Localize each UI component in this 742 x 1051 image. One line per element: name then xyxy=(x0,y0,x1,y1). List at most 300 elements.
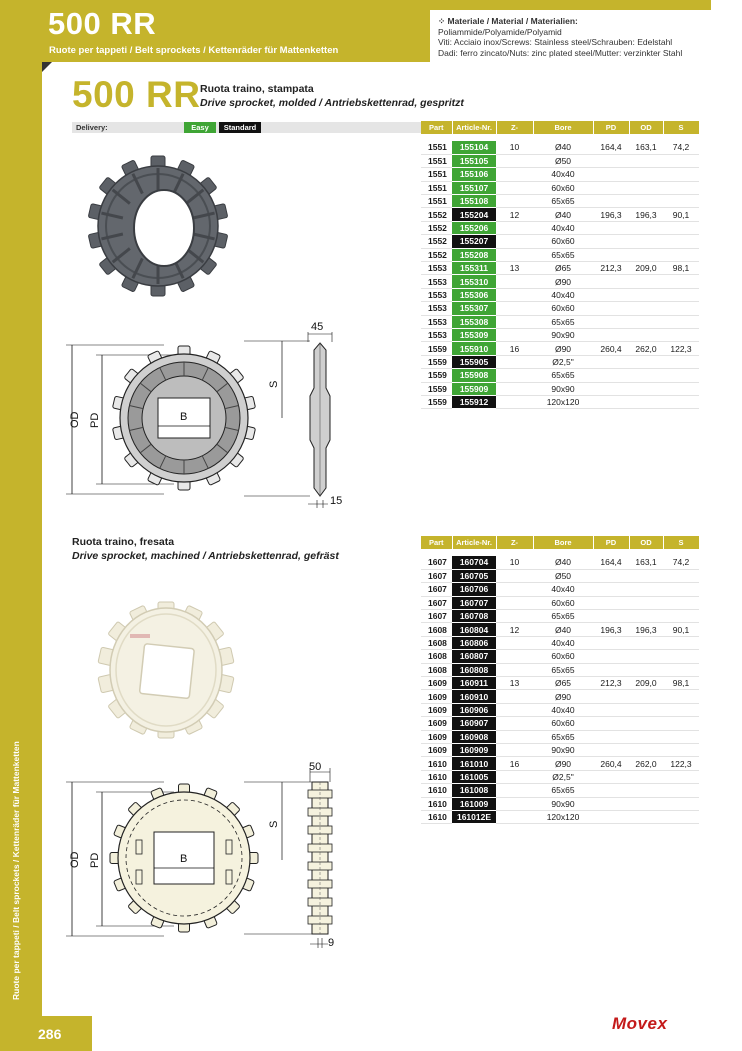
s-cell xyxy=(663,596,699,609)
od-cell xyxy=(629,784,663,797)
pd-label: PD xyxy=(89,852,101,868)
s-cell: 74,2 xyxy=(663,141,699,154)
bore-cell: 40x40 xyxy=(533,168,593,181)
article-cell: 155208 xyxy=(452,248,496,261)
table-row xyxy=(421,650,699,663)
s-cell: 90,1 xyxy=(663,208,699,221)
pd-cell xyxy=(593,328,629,341)
pd-cell: 212,3 xyxy=(593,677,629,690)
col-bore: Bore xyxy=(533,121,593,134)
s-cell xyxy=(663,195,699,208)
bore-cell: 40x40 xyxy=(533,288,593,301)
molded-sprocket-drawing xyxy=(64,318,354,513)
s-cell xyxy=(663,784,699,797)
article-cell: 155108 xyxy=(452,195,496,208)
od-cell xyxy=(629,690,663,703)
article-cell: 155309 xyxy=(452,328,496,341)
table-row xyxy=(421,302,699,315)
part-cell: 1610 xyxy=(421,797,452,810)
teeth-cell xyxy=(496,730,533,743)
bore-cell: 65x65 xyxy=(533,195,593,208)
article-cell: 160708 xyxy=(452,610,496,623)
pd-cell xyxy=(593,797,629,810)
bore-cell: 60x60 xyxy=(533,302,593,315)
part-cell: 1552 xyxy=(421,208,452,221)
od-cell xyxy=(629,569,663,582)
col-part: Part xyxy=(421,121,452,134)
od-cell: 163,1 xyxy=(629,141,663,154)
bore-cell: 65x65 xyxy=(533,784,593,797)
table-row xyxy=(421,288,699,301)
teeth-cell: 12 xyxy=(496,208,533,221)
od-cell xyxy=(629,328,663,341)
od-cell xyxy=(629,181,663,194)
bore-cell: Ø40 xyxy=(533,141,593,154)
od-cell xyxy=(629,369,663,382)
article-cell: 155311 xyxy=(452,262,496,275)
part-cell: 1553 xyxy=(421,328,452,341)
part-cell: 1609 xyxy=(421,690,452,703)
pd-cell xyxy=(593,248,629,261)
od-cell: 262,0 xyxy=(629,757,663,770)
part-cell: 1551 xyxy=(421,141,452,154)
teeth-cell: 13 xyxy=(496,677,533,690)
bore-cell: Ø40 xyxy=(533,623,593,636)
molecule-icon: ⁘ xyxy=(438,16,448,26)
part-cell: 1552 xyxy=(421,221,452,234)
bore-cell: Ø50 xyxy=(533,154,593,167)
col-z: Z- xyxy=(496,536,533,549)
table-row xyxy=(421,690,699,703)
col-article: Article-Nr. xyxy=(452,121,496,134)
article-cell: 155905 xyxy=(452,355,496,368)
standard-badge: Standard xyxy=(219,122,261,133)
table-row xyxy=(421,743,699,756)
article-cell: 155306 xyxy=(452,288,496,301)
pd-cell xyxy=(593,288,629,301)
article-cell: 160907 xyxy=(452,717,496,730)
bore-cell: Ø2,5" xyxy=(533,770,593,783)
article-cell: 160908 xyxy=(452,730,496,743)
pd-cell: 260,4 xyxy=(593,342,629,355)
part-cell: 1551 xyxy=(421,168,452,181)
article-cell: 161005 xyxy=(452,770,496,783)
bore-cell: 60x60 xyxy=(533,235,593,248)
od-cell xyxy=(629,395,663,408)
od-cell: 209,0 xyxy=(629,262,663,275)
part-cell: 1559 xyxy=(421,369,452,382)
part-cell: 1609 xyxy=(421,743,452,756)
s-cell xyxy=(663,663,699,676)
pd-cell xyxy=(593,663,629,676)
s-cell xyxy=(663,770,699,783)
pd-cell xyxy=(593,583,629,596)
table-row xyxy=(421,181,699,194)
pd-cell xyxy=(593,784,629,797)
table-row xyxy=(421,154,699,167)
article-cell: 155912 xyxy=(452,395,496,408)
s-cell xyxy=(663,369,699,382)
table-row xyxy=(421,168,699,181)
table-row xyxy=(421,355,699,368)
teeth-cell xyxy=(496,784,533,797)
pd-cell xyxy=(593,717,629,730)
od-cell xyxy=(629,168,663,181)
bore-cell: 40x40 xyxy=(533,636,593,649)
table-row xyxy=(421,195,699,208)
od-cell xyxy=(629,636,663,649)
teeth-cell xyxy=(496,235,533,248)
teeth-cell xyxy=(496,610,533,623)
s-cell xyxy=(663,743,699,756)
bore-cell: Ø90 xyxy=(533,342,593,355)
hub-width-label: 15 xyxy=(330,495,343,507)
part-cell: 1609 xyxy=(421,703,452,716)
teeth-cell: 12 xyxy=(496,623,533,636)
part-cell: 1610 xyxy=(421,770,452,783)
bore-cell: 60x60 xyxy=(533,596,593,609)
table-row xyxy=(421,395,699,408)
table-row xyxy=(421,221,699,234)
product-subtitle-it: Ruota traino, stampata xyxy=(200,83,314,95)
s-cell xyxy=(663,181,699,194)
pd-cell xyxy=(593,703,629,716)
pd-cell: 196,3 xyxy=(593,623,629,636)
table-row xyxy=(421,596,699,609)
product-subtitle-en-de: Drive sprocket, molded / Antriebskettenrad, gespritzt xyxy=(200,97,464,109)
materials-line: Dadi: ferro zincato/Nuts: zinc plated steel/Mutter: verzinkter Stahl xyxy=(438,47,683,58)
bore-cell: Ø90 xyxy=(533,275,593,288)
teeth-cell xyxy=(496,703,533,716)
table-row xyxy=(421,623,699,636)
table-row xyxy=(421,342,699,355)
movex-logo: Movex xyxy=(612,1014,668,1033)
article-cell: 160806 xyxy=(452,636,496,649)
pd-cell xyxy=(593,168,629,181)
s-cell xyxy=(663,569,699,582)
col-bore: Bore xyxy=(533,536,593,549)
materials-line: Viti: Acciaio inox/Screws: Stainless steel/Schrauben: Edelstahl xyxy=(438,37,673,47)
col-article: Article-Nr. xyxy=(452,536,496,549)
part-cell: 1552 xyxy=(421,248,452,261)
part-cell: 1559 xyxy=(421,355,452,368)
part-cell: 1607 xyxy=(421,610,452,623)
od-cell: 196,3 xyxy=(629,208,663,221)
article-cell: 155207 xyxy=(452,235,496,248)
bore-cell: Ø2,5" xyxy=(533,355,593,368)
teeth-cell: 10 xyxy=(496,141,533,154)
bore-cell: Ø90 xyxy=(533,690,593,703)
article-cell: 155307 xyxy=(452,302,496,315)
pd-cell xyxy=(593,235,629,248)
bore-cell: Ø65 xyxy=(533,677,593,690)
od-cell xyxy=(629,275,663,288)
teeth-cell xyxy=(496,395,533,408)
pd-cell xyxy=(593,315,629,328)
s-cell xyxy=(663,730,699,743)
page-subtitle: Ruote per tappeti / Belt sprockets / Kettenräder für Mattenketten xyxy=(49,45,339,56)
pd-cell xyxy=(593,369,629,382)
bore-label: B xyxy=(180,853,188,865)
teeth-cell xyxy=(496,355,533,368)
od-cell xyxy=(629,355,663,368)
s-cell xyxy=(663,275,699,288)
s-label: S xyxy=(268,820,280,828)
od-cell xyxy=(629,703,663,716)
od-cell xyxy=(629,717,663,730)
od-cell xyxy=(629,315,663,328)
col-z: Z- xyxy=(496,121,533,134)
table-row xyxy=(421,583,699,596)
teeth-cell: 16 xyxy=(496,342,533,355)
s-cell xyxy=(663,690,699,703)
s-label: S xyxy=(268,380,280,388)
article-cell: 160706 xyxy=(452,583,496,596)
col-s: S xyxy=(663,536,699,549)
page-title: 500 RR xyxy=(48,6,157,41)
article-cell: 160910 xyxy=(452,690,496,703)
teeth-cell xyxy=(496,810,533,823)
part-cell: 1551 xyxy=(421,154,452,167)
teeth-cell xyxy=(496,328,533,341)
article-cell: 155310 xyxy=(452,275,496,288)
article-cell: 155909 xyxy=(452,382,496,395)
materials-line: Poliammide/Polyamide/Polyamid xyxy=(438,26,562,37)
table-row xyxy=(421,275,699,288)
s-cell xyxy=(663,168,699,181)
bore-cell: Ø50 xyxy=(533,569,593,582)
part-cell: 1553 xyxy=(421,302,452,315)
s-cell xyxy=(663,395,699,408)
bore-cell: 65x65 xyxy=(533,369,593,382)
machined-sprocket-photo xyxy=(92,586,242,756)
article-cell: 160705 xyxy=(452,569,496,582)
bore-label: B xyxy=(180,411,188,423)
corner-triangle xyxy=(42,62,52,72)
pd-cell: 164,4 xyxy=(593,141,629,154)
teeth-cell xyxy=(496,168,533,181)
article-cell: 155106 xyxy=(452,168,496,181)
table-row xyxy=(421,717,699,730)
article-cell: 160911 xyxy=(452,677,496,690)
pd-cell: 260,4 xyxy=(593,757,629,770)
teeth-cell xyxy=(496,275,533,288)
s-cell: 74,2 xyxy=(663,556,699,569)
od-cell: 262,0 xyxy=(629,342,663,355)
table-row xyxy=(421,262,699,275)
s-cell: 98,1 xyxy=(663,262,699,275)
pd-cell: 196,3 xyxy=(593,208,629,221)
page-number-box xyxy=(20,1016,92,1051)
od-cell xyxy=(629,235,663,248)
spec-table-molded xyxy=(421,121,700,409)
article-cell: 160807 xyxy=(452,650,496,663)
pd-cell xyxy=(593,770,629,783)
molded-sprocket-photo xyxy=(86,142,236,312)
bore-cell: 60x60 xyxy=(533,650,593,663)
pd-cell xyxy=(593,355,629,368)
bore-cell: 65x65 xyxy=(533,248,593,261)
teeth-cell xyxy=(496,797,533,810)
part-cell: 1552 xyxy=(421,235,452,248)
bore-cell: 60x60 xyxy=(533,181,593,194)
od-cell xyxy=(629,288,663,301)
bore-cell: Ø65 xyxy=(533,262,593,275)
part-cell: 1559 xyxy=(421,395,452,408)
table-row xyxy=(421,208,699,221)
part-cell: 1553 xyxy=(421,262,452,275)
part-cell: 1609 xyxy=(421,717,452,730)
od-cell xyxy=(629,382,663,395)
article-cell: 155908 xyxy=(452,369,496,382)
teeth-cell xyxy=(496,315,533,328)
pd-cell xyxy=(593,743,629,756)
width-label: 50 xyxy=(309,761,322,773)
pd-cell xyxy=(593,302,629,315)
od-cell xyxy=(629,650,663,663)
table-row xyxy=(421,235,699,248)
pd-cell xyxy=(593,730,629,743)
teeth-cell xyxy=(496,636,533,649)
bore-cell: 90x90 xyxy=(533,797,593,810)
teeth-cell xyxy=(496,382,533,395)
pd-cell xyxy=(593,690,629,703)
od-cell xyxy=(629,221,663,234)
teeth-cell xyxy=(496,663,533,676)
table-row xyxy=(421,703,699,716)
s-cell xyxy=(663,636,699,649)
table-row xyxy=(421,315,699,328)
table-row xyxy=(421,757,699,770)
bore-cell: 90x90 xyxy=(533,328,593,341)
col-s: S xyxy=(663,121,699,134)
col-part: Part xyxy=(421,536,452,549)
bore-cell: 40x40 xyxy=(533,703,593,716)
part-cell: 1608 xyxy=(421,663,452,676)
od-cell xyxy=(629,797,663,810)
col-od: OD xyxy=(629,536,663,549)
teeth-cell: 16 xyxy=(496,757,533,770)
od-cell: 209,0 xyxy=(629,677,663,690)
s-cell xyxy=(663,248,699,261)
article-cell: 160804 xyxy=(452,623,496,636)
article-cell: 161010 xyxy=(452,757,496,770)
bore-cell: 65x65 xyxy=(533,730,593,743)
bore-cell: Ø40 xyxy=(533,208,593,221)
materials-box xyxy=(430,10,711,62)
part-cell: 1609 xyxy=(421,730,452,743)
teeth-cell xyxy=(496,650,533,663)
pd-cell xyxy=(593,596,629,609)
col-od: OD xyxy=(629,121,663,134)
part-cell: 1559 xyxy=(421,342,452,355)
od-cell xyxy=(629,770,663,783)
table-row xyxy=(421,556,699,569)
delivery-legend xyxy=(72,122,426,133)
section2-title-en-de: Drive sprocket, machined / Antriebskettenrad, gefräst xyxy=(72,550,339,562)
teeth-cell: 10 xyxy=(496,556,533,569)
s-cell xyxy=(663,328,699,341)
left-accent-bar xyxy=(0,0,42,1051)
article-cell: 160906 xyxy=(452,703,496,716)
od-label: OD xyxy=(69,851,81,868)
part-cell: 1553 xyxy=(421,315,452,328)
teeth-cell xyxy=(496,181,533,194)
teeth-cell xyxy=(496,221,533,234)
part-cell: 1608 xyxy=(421,636,452,649)
part-cell: 1551 xyxy=(421,195,452,208)
teeth-cell xyxy=(496,195,533,208)
section2-title-it: Ruota traino, fresata xyxy=(72,536,175,548)
table-row xyxy=(421,663,699,676)
part-cell: 1610 xyxy=(421,810,452,823)
table-row xyxy=(421,328,699,341)
pd-cell xyxy=(593,636,629,649)
part-cell: 1610 xyxy=(421,784,452,797)
bore-cell: 65x65 xyxy=(533,610,593,623)
part-cell: 1608 xyxy=(421,650,452,663)
table-row xyxy=(421,636,699,649)
od-cell xyxy=(629,154,663,167)
od-cell xyxy=(629,248,663,261)
col-pd: PD xyxy=(593,121,629,134)
teeth-cell xyxy=(496,569,533,582)
part-cell: 1607 xyxy=(421,556,452,569)
article-cell: 155308 xyxy=(452,315,496,328)
bore-cell: Ø90 xyxy=(533,757,593,770)
s-cell xyxy=(663,382,699,395)
od-cell xyxy=(629,195,663,208)
s-cell xyxy=(663,583,699,596)
part-cell: 1559 xyxy=(421,382,452,395)
od-cell xyxy=(629,743,663,756)
table-row xyxy=(421,677,699,690)
teeth-cell xyxy=(496,369,533,382)
bore-cell: Ø40 xyxy=(533,556,593,569)
bore-cell: 120x120 xyxy=(533,810,593,823)
part-cell: 1609 xyxy=(421,677,452,690)
bore-cell: 60x60 xyxy=(533,717,593,730)
sidebar-caption: Ruote per tappeti / Belt sprockets / Kettenräder für Mattenketten xyxy=(11,741,21,1000)
article-cell: 155107 xyxy=(452,181,496,194)
part-cell: 1610 xyxy=(421,757,452,770)
pd-cell xyxy=(593,382,629,395)
table-row xyxy=(421,369,699,382)
teeth-cell xyxy=(496,248,533,261)
table-row xyxy=(421,810,699,823)
pd-cell xyxy=(593,650,629,663)
part-cell: 1607 xyxy=(421,596,452,609)
article-cell: 161008 xyxy=(452,784,496,797)
teeth-cell xyxy=(496,583,533,596)
part-cell: 1607 xyxy=(421,583,452,596)
teeth-cell xyxy=(496,596,533,609)
teeth-cell xyxy=(496,288,533,301)
bore-cell: 40x40 xyxy=(533,221,593,234)
width-label: 45 xyxy=(311,321,324,333)
pd-label: PD xyxy=(89,412,101,428)
s-cell xyxy=(663,810,699,823)
table-row xyxy=(421,784,699,797)
s-cell xyxy=(663,703,699,716)
table-row xyxy=(421,730,699,743)
s-cell xyxy=(663,610,699,623)
od-cell xyxy=(629,810,663,823)
materials-title: ⁘ Materiale / Material / Materialien: xyxy=(438,16,578,26)
pd-cell: 212,3 xyxy=(593,262,629,275)
bore-cell: 65x65 xyxy=(533,663,593,676)
table-row xyxy=(421,569,699,582)
